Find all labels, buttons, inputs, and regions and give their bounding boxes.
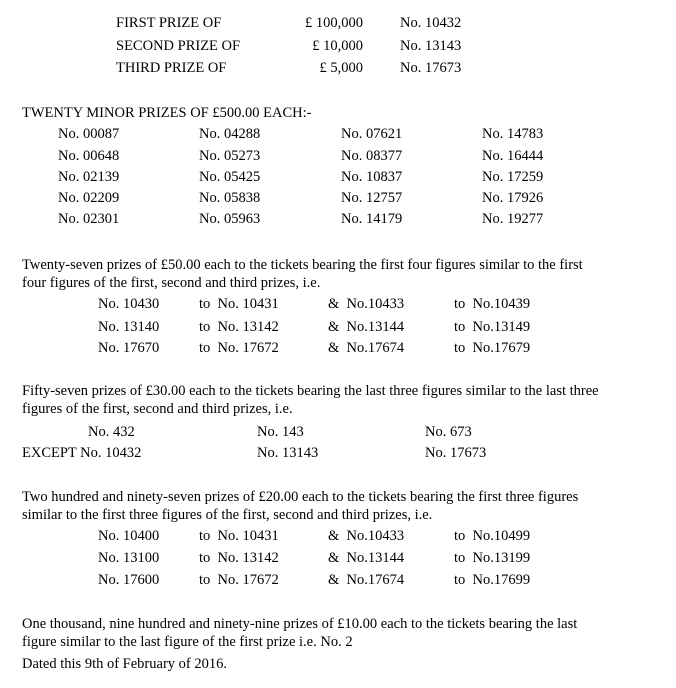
first-three-text: Two hundred and ninety-seven prizes of £20.00 each to the tickets bearing the first three figures bbox=[22, 489, 579, 505]
range-end: to No.10499 bbox=[454, 528, 531, 544]
range-end: to No. 13142 bbox=[199, 550, 279, 566]
minor-prize-number: No. 12757 bbox=[341, 190, 403, 206]
except-number: EXCEPT No. 10432 bbox=[22, 445, 142, 461]
first-four-text: Twenty-seven prizes of £50.00 each to the tickets bearing the first four figures similar to the first bbox=[22, 257, 583, 273]
last-three-text: Fifty-seven prizes of £30.00 each to the tickets bearing the last three figures similar to the last three bbox=[22, 383, 599, 399]
minor-prize-number: No. 00648 bbox=[58, 148, 120, 164]
except-number: No. 17673 bbox=[425, 445, 487, 461]
range-start: No. 13140 bbox=[98, 319, 160, 335]
third-prize-label: THIRD PRIZE OF bbox=[116, 60, 227, 76]
minor-prize-number: No. 10837 bbox=[341, 169, 403, 185]
minor-prize-number: No. 02301 bbox=[58, 211, 120, 227]
minor-prize-number: No. 19277 bbox=[482, 211, 544, 227]
range-start: & No.13144 bbox=[328, 319, 405, 335]
first-prize-number: No. 10432 bbox=[400, 15, 462, 31]
range-end: to No. 17672 bbox=[199, 340, 279, 356]
range-end: to No.13149 bbox=[454, 319, 531, 335]
second-prize-label: SECOND PRIZE OF bbox=[116, 38, 241, 54]
range-end: to No.13199 bbox=[454, 550, 531, 566]
minor-prize-number: No. 07621 bbox=[341, 126, 403, 142]
range-start: & No.10433 bbox=[328, 296, 405, 312]
minor-prize-number: No. 05273 bbox=[199, 148, 261, 164]
second-prize-amount: £ 10,000 bbox=[312, 38, 363, 54]
range-end: to No.10439 bbox=[454, 296, 531, 312]
minor-prize-number: No. 08377 bbox=[341, 148, 403, 164]
range-start: No. 10430 bbox=[98, 296, 160, 312]
third-prize-amount: £ 5,000 bbox=[319, 60, 363, 76]
range-end: to No. 13142 bbox=[199, 319, 279, 335]
first-prize-amount: £ 100,000 bbox=[305, 15, 363, 31]
range-start: & No.17674 bbox=[328, 572, 405, 588]
range-start: & No.10433 bbox=[328, 528, 405, 544]
last-three-number: No. 432 bbox=[88, 424, 135, 440]
minor-prize-number: No. 05425 bbox=[199, 169, 261, 185]
range-end: to No.17699 bbox=[454, 572, 531, 588]
last-three-number: No. 673 bbox=[425, 424, 472, 440]
minor-prize-number: No. 17926 bbox=[482, 190, 544, 206]
last-three-number: No. 143 bbox=[257, 424, 304, 440]
minor-prize-number: No. 04288 bbox=[199, 126, 261, 142]
second-prize-number: No. 13143 bbox=[400, 38, 462, 54]
first-four-text: four figures of the first, second and third prizes, i.e. bbox=[22, 275, 321, 291]
range-end: to No.17679 bbox=[454, 340, 531, 356]
minor-prize-number: No. 16444 bbox=[482, 148, 544, 164]
third-prize-number: No. 17673 bbox=[400, 60, 462, 76]
minor-prize-number: No. 17259 bbox=[482, 169, 544, 185]
range-end: to No. 10431 bbox=[199, 296, 279, 312]
minor-prize-number: No. 05963 bbox=[199, 211, 261, 227]
last-three-text: figures of the first, second and third prizes, i.e. bbox=[22, 401, 293, 417]
range-end: to No. 10431 bbox=[199, 528, 279, 544]
range-start: No. 17600 bbox=[98, 572, 160, 588]
except-number: No. 13143 bbox=[257, 445, 319, 461]
range-start: No. 13100 bbox=[98, 550, 160, 566]
first-prize-label: FIRST PRIZE OF bbox=[116, 15, 222, 31]
minor-prize-number: No. 14783 bbox=[482, 126, 544, 142]
last-figure-text: figure similar to the last figure of the first prize i.e. No. 2 bbox=[22, 634, 353, 650]
range-start: No. 10400 bbox=[98, 528, 160, 544]
minor-prize-number: No. 00087 bbox=[58, 126, 120, 142]
range-start: & No.13144 bbox=[328, 550, 405, 566]
dated-line: Dated this 9th of February of 2016. bbox=[22, 656, 227, 672]
minor-prize-number: No. 14179 bbox=[341, 211, 403, 227]
minor-prizes-heading: TWENTY MINOR PRIZES OF £500.00 EACH:- bbox=[22, 105, 312, 121]
last-figure-text: One thousand, nine hundred and ninety-nine prizes of £10.00 each to the tickets bearing the last bbox=[22, 616, 578, 632]
minor-prize-number: No. 02139 bbox=[58, 169, 120, 185]
range-end: to No. 17672 bbox=[199, 572, 279, 588]
range-start: & No.17674 bbox=[328, 340, 405, 356]
minor-prize-number: No. 02209 bbox=[58, 190, 120, 206]
minor-prize-number: No. 05838 bbox=[199, 190, 261, 206]
range-start: No. 17670 bbox=[98, 340, 160, 356]
first-three-text: similar to the first three figures of the first, second and third prizes, i.e. bbox=[22, 507, 433, 523]
